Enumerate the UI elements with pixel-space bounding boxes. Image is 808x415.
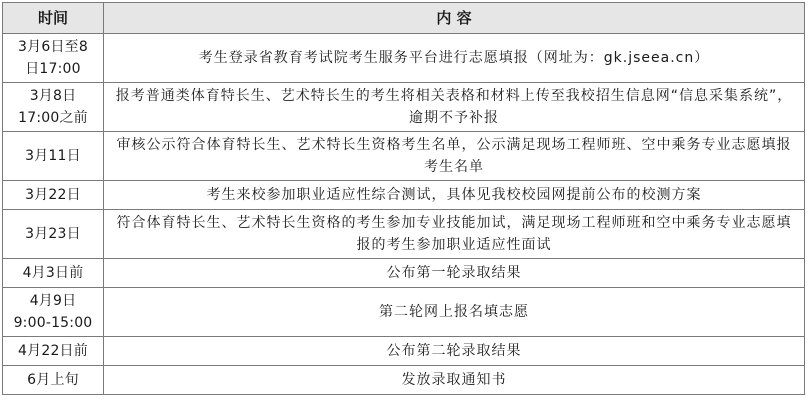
header-content: 内 容 [104, 3, 805, 34]
content-cell: 报考普通类体育特长生、艺术特长生的考生将相关表格和材料上传至我校招生信息网“信息采集系统”，逾期不予补报 [104, 83, 805, 132]
table-row [3, 288, 805, 337]
table-row [3, 34, 805, 83]
time-cell: 4月9日 9:00-15:00 [3, 288, 104, 337]
header-time: 时间 [3, 3, 104, 34]
time-cell: 3月23日 [3, 210, 104, 259]
time-cell: 4月22日前 [3, 337, 104, 366]
time-cell: 3月6日至8 日17:00 [3, 34, 104, 83]
table-row [3, 210, 805, 259]
table-row [3, 83, 805, 132]
content-cell: 公布第一轮录取结果 [104, 259, 805, 288]
content-cell: 发放录取通知书 [104, 366, 805, 395]
admission-schedule-table [2, 2, 805, 395]
content-cell: 公布第二轮录取结果 [104, 337, 805, 366]
table-row [3, 181, 805, 210]
time-cell: 3月11日 [3, 132, 104, 181]
content-cell: 审核公示符合体育特长生、艺术特长生资格考生名单，公示满足现场工程师班、空中乘务专业志愿填报考生名单 [104, 132, 805, 181]
table-header-row [3, 3, 805, 34]
content-cell: 考生登录省教育考试院考生服务平台进行志愿填报（网址为：gk.jseea.cn） [104, 34, 805, 83]
time-cell: 3月8日 17:00之前 [3, 83, 104, 132]
time-cell: 6月上旬 [3, 366, 104, 395]
table-row [3, 132, 805, 181]
content-cell: 第二轮网上报名填志愿 [104, 288, 805, 337]
content-cell: 符合体育特长生、艺术特长生资格的考生参加专业技能加试，满足现场工程师班和空中乘务专业志愿填报的考生参加职业适应性面试 [104, 210, 805, 259]
table-row [3, 259, 805, 288]
table-row [3, 337, 805, 366]
table-row [3, 366, 805, 395]
time-cell: 4月3日前 [3, 259, 104, 288]
time-cell: 3月22日 [3, 181, 104, 210]
content-cell: 考生来校参加职业适应性综合测试，具体见我校校园网提前公布的校测方案 [104, 181, 805, 210]
